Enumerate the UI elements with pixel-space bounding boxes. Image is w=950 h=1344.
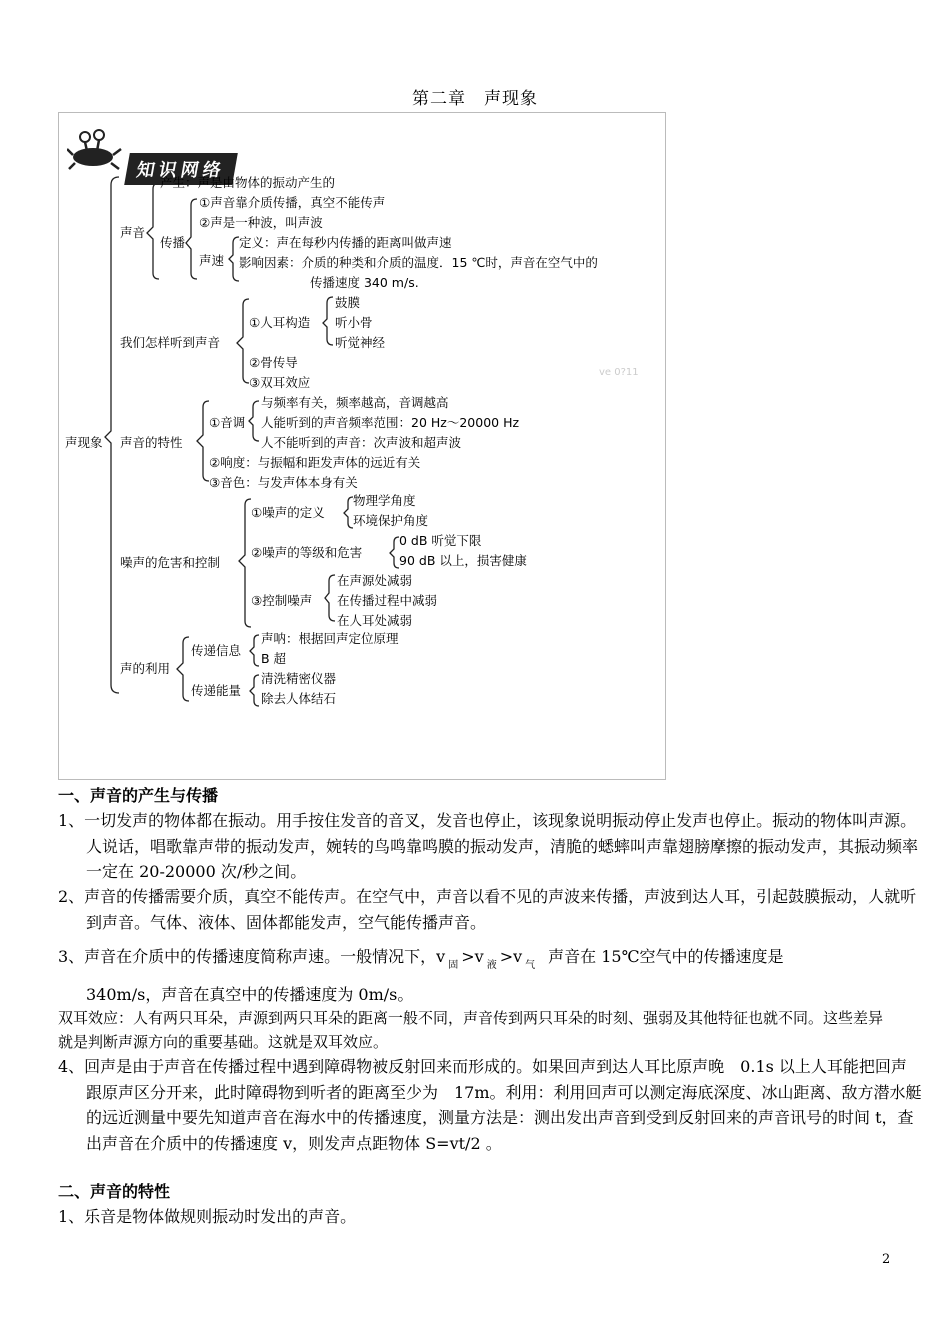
node-bone: ②骨传导 — [249, 355, 298, 370]
sec1-paragraph-1: 1、一切发声的物体都在振动。用手按住发音的音叉，发音也停止，该现象说明振动停止发声也停止。振动的物体叫声源。人说话，唱歌靠声带的振动发声，婉转的鸟鸣靠鸣膜的振动发声，清脆的蟋蟀叫声靠翅膀摩擦的振动发声，其振动频率一定在 20-20000 次/秒之间。 — [58, 811, 919, 881]
sub-solid: 固 — [448, 960, 459, 971]
sec2-paragraph-1: 1、乐音是物体做规则振动时发出的声音。 — [58, 1207, 357, 1226]
scan-watermark: ve 0?11 — [599, 367, 639, 378]
node-timbre: ③音色：与发声体本身有关 — [209, 475, 358, 490]
node-speed-factor: 影响因素：介质的种类和介质的温度．15 ℃时，声音在空气中的 — [239, 255, 598, 270]
node-use-energy1: 清洗精密仪器 — [261, 671, 337, 686]
node-ear3: 听觉神经 — [335, 335, 386, 350]
node-production: 产生：声是由物体的振动产生的 — [160, 175, 336, 190]
section2-heading: 二、声音的特性 — [58, 1182, 171, 1201]
banner-logo — [67, 127, 267, 181]
node-sound: 声音 — [120, 225, 146, 240]
node-loudness: ②响度：与振幅和距发声体的远近有关 — [209, 455, 421, 470]
node-noise-level2: 90 dB 以上，损害健康 — [399, 553, 527, 568]
sub-gas: 气 — [525, 960, 536, 971]
banner-title: 知识网络 — [124, 153, 238, 185]
sec1-paragraph-3 — [58, 944, 922, 979]
node-pitch2: 人能听到的声音频率范围：20 Hz～20000 Hz — [261, 415, 520, 430]
binaural-note: 双耳效应：人有两只耳朵，声源到两只耳朵的距离一般不同，声音传到两只耳朵的时刻、强弱及其他特征也就不同。这些差异就是判断声源方向的重要基础。这就是双耳效应。 — [58, 1009, 884, 1051]
node-use-info: 传递信息 — [191, 643, 242, 658]
page-number: 2 — [882, 1252, 891, 1267]
node-hearing: 我们怎样听到声音 — [120, 335, 221, 350]
node-speed: 声速 — [199, 253, 225, 268]
node-root: 声现象 — [65, 435, 103, 450]
node-noise: 噪声的危害和控制 — [120, 555, 221, 570]
sec1-paragraph-4: 4、回声是由于声音在传播过程中遇到障碍物被反射回来而形成的。如果回声到达人耳比原声晚 0.1s 以上人耳能把回声跟原声区分开来，此时障碍物到听者的距离至少为 17m。利用：利用回声可以测定海底深度、冰山距离、敌方潜水艇的远近测量中要先知道声音在海水中的传播速度，测量方法是：测出发出声音到受到反射回来的声音讯号的时间 t，查出声音在介质中的传播速度 v，则发声点距物体 S=vt/2 。 — [58, 1057, 922, 1153]
node-noise-def: ①噪声的定义 — [251, 505, 325, 520]
node-noise-def1: 物理学角度 — [353, 493, 416, 508]
node-prop1: ①声音靠介质传播，真空不能传声 — [199, 195, 386, 210]
node-noise-level1: 0 dB 听觉下限 — [399, 533, 482, 548]
node-speed-def: 定义：声在每秒内传播的距离叫做声速 — [239, 235, 452, 250]
node-pitch1: 与频率有关，频率越高，音调越高 — [261, 395, 449, 410]
node-characteristics: 声音的特性 — [120, 435, 183, 450]
node-pitch3: 人不能听到的声音：次声波和超声波 — [261, 435, 462, 450]
node-binaural: ③双耳效应 — [249, 375, 311, 390]
sec1-paragraph-2: 2、声音的传播需要介质，真空不能传声。在空气中，声音以看不见的声波来传播，声波到达人耳，引起鼓膜振动，人就听到声音。气体、液体、固体都能发声，空气能传播声音。 — [58, 887, 917, 932]
node-use-energy2: 除去人体结石 — [261, 691, 337, 706]
node-noise-ctrl1: 在声源处减弱 — [337, 573, 413, 588]
gt-1: >v — [461, 947, 484, 966]
crab-icon — [67, 127, 127, 171]
node-propagation: 传播 — [160, 235, 186, 250]
node-noise-ctrl3: 在人耳处减弱 — [337, 613, 413, 628]
node-speed-value: 传播速度 340 m/s. — [310, 275, 419, 290]
node-noise-control: ③控制噪声 — [251, 593, 313, 608]
node-ear: ①人耳构造 — [249, 315, 311, 330]
node-use-energy: 传递能量 — [191, 683, 242, 698]
node-ear1: 鼓膜 — [335, 295, 361, 310]
p3-text-b: 声音在 15℃空气中的传播速度是 — [548, 947, 784, 966]
gt-2: >v — [499, 947, 523, 966]
node-noise-def2: 环境保护角度 — [353, 513, 429, 528]
node-use-info1: 声呐：根据回声定位原理 — [261, 631, 399, 646]
node-use-info2: B 超 — [261, 651, 287, 666]
node-pitch: ①音调 — [209, 415, 246, 430]
node-use: 声的利用 — [120, 661, 171, 676]
page-title: 第二章 声现象 — [412, 89, 538, 109]
node-prop2: ②声是一种波，叫声波 — [199, 215, 323, 230]
knowledge-network-diagram — [58, 112, 666, 780]
node-ear2: 听小骨 — [335, 315, 373, 330]
node-noise-level: ②噪声的等级和危害 — [251, 545, 363, 560]
sec1-paragraph-3-cont: 340m/s，声音在真空中的传播速度为 0m/s。 — [86, 985, 414, 1004]
p3-text-a: 3、声音在介质中的传播速度简称声速。一般情况下，v — [58, 947, 446, 966]
sub-liquid: 液 — [486, 960, 497, 971]
section1-heading: 一、声音的产生与传播 — [58, 786, 219, 805]
node-noise-ctrl2: 在传播过程中减弱 — [337, 593, 438, 608]
